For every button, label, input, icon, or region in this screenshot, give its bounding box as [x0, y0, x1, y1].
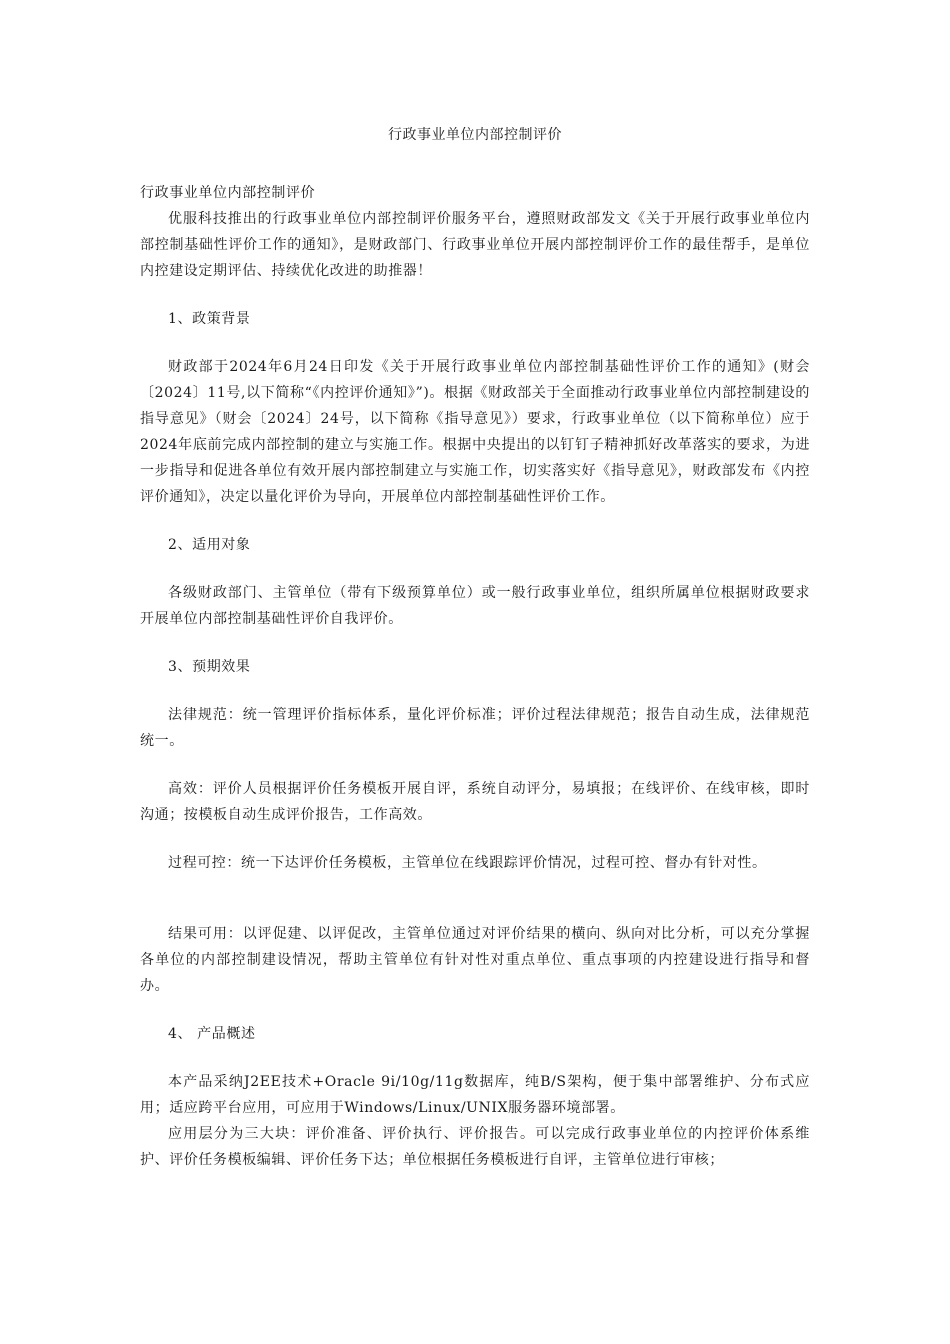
section-heading-effects: 3、预期效果 — [168, 659, 251, 675]
effect-item-control: 过程可控：统一下达评价任务模板，主管单位在线跟踪评价情况，过程可控、督办有针对性。 — [168, 855, 767, 871]
intro-paragraph: 优服科技推出的行政事业单位内部控制评价服务平台，遵照财政部发文《关于开展行政事业单位内部控制基础性评价工作的通知》，是财政部门、行政事业单位开展内部控制评价工作的最佳帮手，是单位内控建设定期评估、持续优化改进的助推器！ — [140, 211, 810, 279]
section-heading-target: 2、适用对象 — [168, 537, 251, 553]
section-body-target: 各级财政部门、主管单位（带有下级预算单位）或一般行政事业单位，组织所属单位根据财政要求开展单位内部控制基础性评价自我评价。 — [140, 585, 810, 627]
overview-paragraph-tech: 本产品采纳J2EE技术+Oracle 9i/10g/11g数据库，纯B/S架构，便于集中部署维护、分布式应用；适应跨平台应用，可应用于Windows/Linux/UNIX服务器环境部署。 — [140, 1074, 810, 1116]
section-heading-policy: 1、政策背景 — [168, 311, 251, 327]
effect-item-efficiency: 高效：评价人员根据评价任务模板开展自评，系统自动评分，易填报；在线评价、在线审核，即时沟通；按模板自动生成评价报告，工作高效。 — [140, 781, 810, 823]
effect-item-legal: 法律规范：统一管理评价指标体系，量化评价标准；评价过程法律规范；报告自动生成，法律规范统一。 — [140, 707, 810, 749]
document-page — [140, 122, 810, 1173]
section-body-policy: 财政部于2024年6月24日印发《关于开展行政事业单位内部控制基础性评价工作的通知》(财会〔2024〕11号,以下简称“《内控评价通知》”)。根据《财政部关于全面推动行政事业单位内部控制建设的指导意见》（财会〔2024〕24号，以下简称《指导意见》）要求，行政事业单位（以下简称单位）应于2024年底前完成内部控制的建立与实施工作。根据中央提出的以钉钉子精神抓好改革落实的要求，为进一步指导和促进各单位有效开展内部控制建立与实施工作，切实落实好《指导意见》，财政部发布《内控评价通知》，决定以量化评价为导向，开展单位内部控制基础性评价工作。 — [140, 359, 810, 505]
effect-item-results: 结果可用：以评促建、以评促改，主管单位通过对评价结果的横向、纵向对比分析，可以充分掌握各单位的内部控制建设情况，帮助主管单位有针对性对重点单位、重点事项的内控建设进行指导和督办。 — [140, 926, 810, 994]
document-subtitle: 行政事业单位内部控制评价 — [140, 185, 316, 201]
document-title: 行政事业单位内部控制评价 — [388, 127, 562, 143]
section-heading-overview: 4、 产品概述 — [168, 1026, 256, 1042]
overview-paragraph-app: 应用层分为三大块：评价准备、评价执行、评价报告。可以完成行政事业单位的内控评价体系维护、评价任务模板编辑、评价任务下达；单位根据任务模板进行自评，主管单位进行审核； — [140, 1126, 810, 1168]
